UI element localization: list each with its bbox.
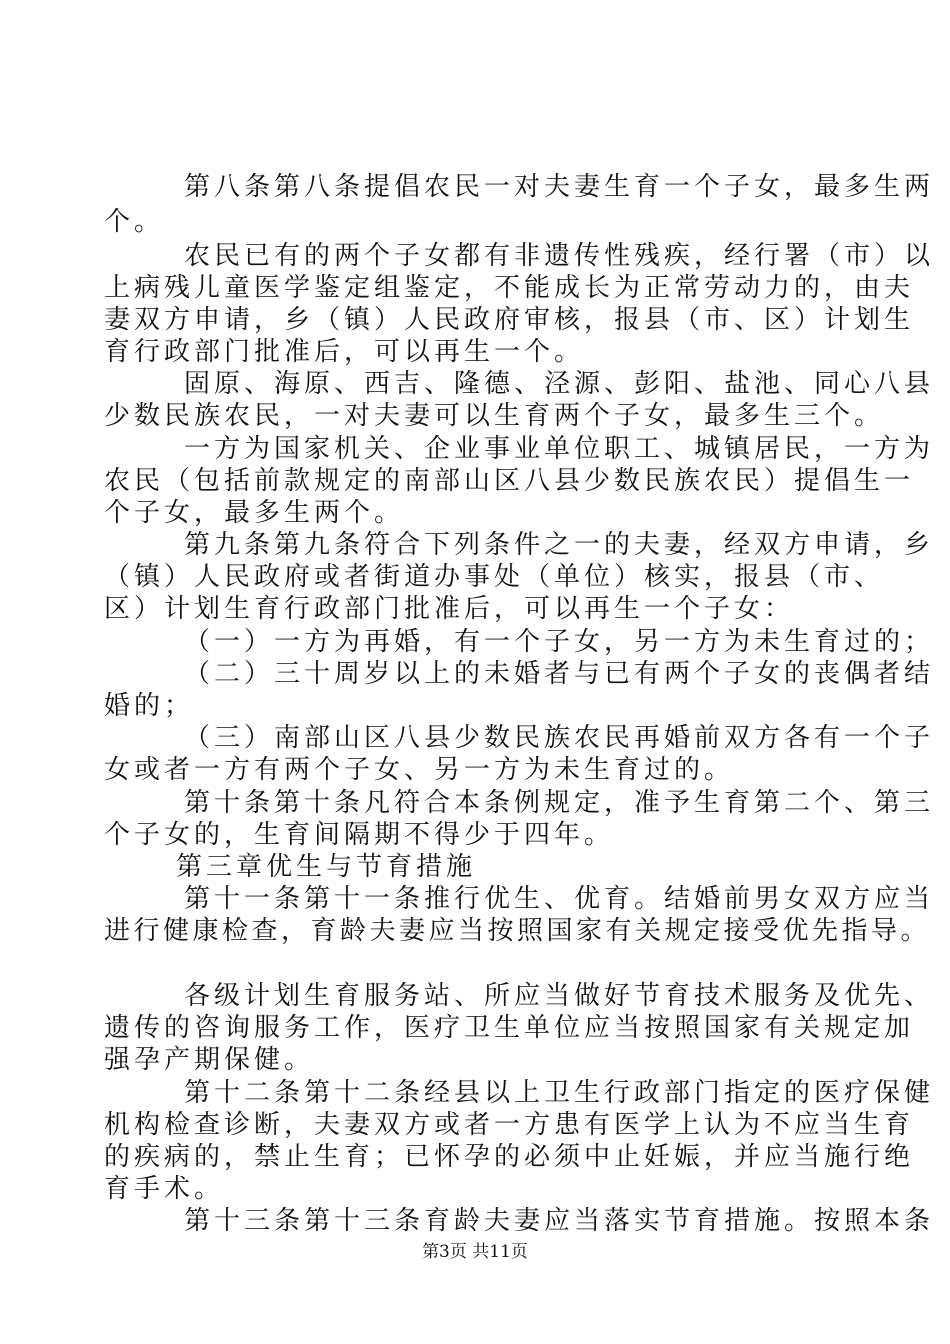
chapter-heading: 第三章优生与节育措施	[176, 852, 477, 882]
text-line: 妻双方申请，乡（镇）人民政府审核，报县（市、区）计划生	[104, 305, 915, 335]
text-line: （一）一方为再婚，有一个子女，另一方为未生育过的；	[184, 627, 935, 657]
text-line: 一方为国家机关、企业事业单位职工、城镇居民，一方为	[184, 434, 935, 464]
text-line: 农民已有的两个子女都有非遗传性残疾，经行署（市）以	[184, 241, 935, 271]
text-line: 个子女，最多生两个。	[104, 498, 405, 528]
text-line: 第十三条第十三条育龄夫妻应当落实节育措施。按照本条	[184, 1206, 935, 1236]
text-line: 育行政部门批准后，可以再生一个。	[104, 337, 585, 367]
text-line: 第十条第十条凡符合本条例规定，准予生育第二个、第三	[184, 788, 935, 818]
text-line: 各级计划生育服务站、所应当做好节育技术服务及优先、	[184, 981, 935, 1011]
text-line: 第十一条第十一条推行优生、优育。结婚前男女双方应当	[184, 884, 935, 914]
page-number-footer: 第3页 共11页	[422, 1242, 528, 1262]
text-line: 少数民族农民，一对夫妻可以生育两个子女，最多生三个。	[104, 401, 885, 431]
text-line: 第九条第九条符合下列条件之一的夫妻，经双方申请，乡	[184, 530, 935, 560]
text-line: 个。	[104, 207, 165, 237]
text-line: 第十二条第十二条经县以上卫生行政部门指定的医疗保健	[184, 1078, 935, 1108]
text-line: 上病残儿童医学鉴定组鉴定，不能成长为正常劳动力的，由夫	[104, 273, 915, 303]
text-line: 遗传的咨询服务工作，医疗卫生单位应当按照国家有关规定加	[104, 1013, 915, 1043]
text-line: 的疾病的，禁止生育；已怀孕的必须中止妊娠，并应当施行绝	[104, 1142, 915, 1172]
text-line: 第八条第八条提倡农民一对夫妻生育一个子女，最多生两	[184, 172, 935, 202]
text-line: 农民（包括前款规定的南部山区八县少数民族农民）提倡生一	[104, 466, 915, 496]
text-line: （镇）人民政府或者街道办事处（单位）核实，报县（市、	[104, 562, 885, 592]
text-line: 固原、海原、西吉、隆德、泾源、彭阳、盐池、同心八县	[184, 369, 935, 399]
text-line: 区）计划生育行政部门批准后，可以再生一个子女：	[104, 594, 795, 624]
text-line: 进行健康检查，育龄夫妻应当按照国家有关规定接受优先指导。	[104, 916, 931, 946]
text-line: 婚的；	[104, 691, 195, 721]
text-line: 女或者一方有两个子女、另一方为未生育过的。	[104, 755, 735, 785]
text-line: 机构检查诊断，夫妻双方或者一方患有医学上认为不应当生育	[104, 1110, 915, 1140]
text-line: 强孕产期保健。	[104, 1045, 315, 1075]
text-line: 育手术。	[104, 1174, 225, 1204]
text-line: （三）南部山区八县少数民族农民再婚前双方各有一个子	[184, 723, 935, 753]
text-line: 个子女的，生育间隔期不得少于四年。	[104, 820, 615, 850]
text-line: （二）三十周岁以上的未婚者与已有两个子女的丧偶者结	[184, 659, 935, 689]
